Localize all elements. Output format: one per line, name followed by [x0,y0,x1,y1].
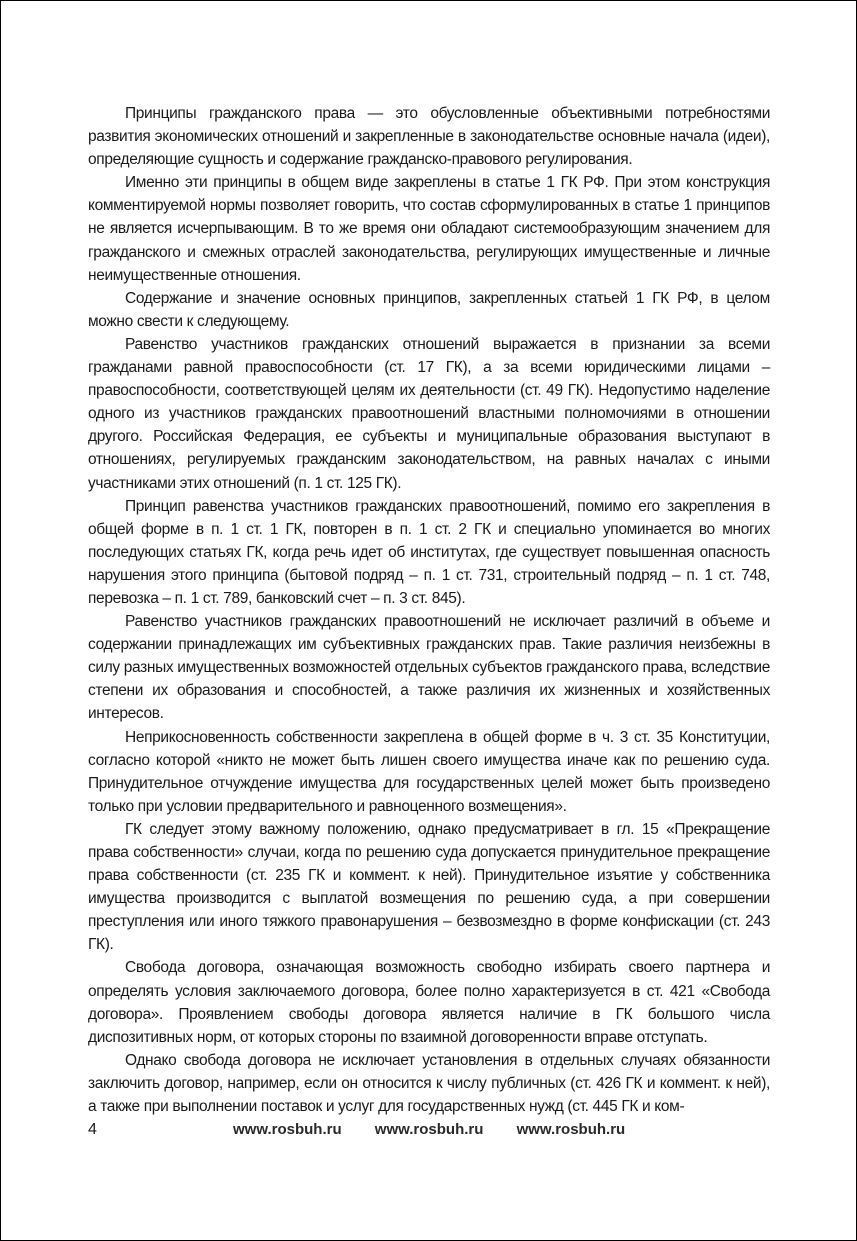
paragraph: Свобода договора, означающая возможность свободно избирать своего партнера и определять условия заключаемого договора, более полно характеризуется в ст. 421 «Свобода договора». Проявлением свободы договора является наличие в ГК большого числа диспозитивных норм, от которых стороны по взаимной договоренности вправе отступать. [88,959,770,1046]
body-text [88,102,770,1118]
paragraph: Принцип равенства участников гражданских правоотношений, помимо его закрепления в общей форме в п. 1 ст. 1 ГК, повторен в п. 1 ст. 2 ГК и специально упоминается во многих последующих статьях ГК, когда речь идет об институтах, где существует повышенная опасность нарушения этого принципа (бытовой подряд – п. 1 ст. 731, строительный подряд – п. 1 ст. 748, перевозка – п. 1 ст. 789, банковский счет – п. 3 ст. 845). [88,497,770,607]
website-link[interactable]: www.rosbuh.ru [233,1121,342,1138]
website-link[interactable]: www.rosbuh.ru [516,1121,626,1138]
footer-links [233,1121,654,1138]
paragraph: Содержание и значение основных принципов, закрепленных статьей 1 ГК РФ, в целом можно свести к следующему. [88,289,770,330]
paragraph: ГК следует этому важному положению, однако предусматривает в гл. 15 «Прекращение права собственности» случаи, когда по решению суда допускается принудительное прекращение права собственности (ст. 235 ГК и коммент. к ней). Принудительное изъятие у собственника имущества производится с выплатой возмещения по решению суда, а при совершении преступления или иного тяжкого правонарушения – безвозмездно в форме конфискации (ст. 243 ГК). [88,820,770,954]
paragraph: Равенство участников гражданских правоотношений не исключает различий в объеме и содержании принадлежащих им субъективных гражданских прав. Такие различия неизбежны в силу разных имущественных возможностей отдельных субъектов гражданского права, вследствие степени их образования и способностей, а также различия их жизненных и хозяйственных интересов. [88,613,770,723]
paragraph: Принципы гражданского права — это обусловленные объективными потребностями развития экономических отношений и закрепленные в законодательстве основные начала (идеи), определяющие сущность и содержание гражданско-правового регулирования. [88,105,770,169]
paragraph: Неприкосновенность собственности закреплена в общей форме в ч. 3 ст. 35 Конституции, согласно которой «никто не может быть лишен своего имущества иначе как по решению суда. Принудительное отчуждение имущества для государственных целей может быть произведено только при условии предварительного и равноценного возмещения». [88,728,770,815]
paragraph: Однако свобода договора не исключает установления в отдельных случаях обязанности заключить договор, например, если он относится к числу публичных (ст. 426 ГК и коммент. к ней), а также при выполнении поставок и услуг для государственных нужд (ст. 445 ГК и ком- [88,1051,770,1116]
paragraph: Равенство участников гражданских отношений выражается в признании за всеми гражданами равной правоспособности (ст. 17 ГК), а за всеми юридическими лицами – правоспособности, соответствующей целям их деятельности (ст. 49 ГК). Недопустимо наделение одного из участников гражданских правоотношений властными полномочиями в отношении другого. Российская Федерация, ее субъекты и муниципальные образования выступают в отношениях, регулируемых гражданским законодательством, на равных началах с иными участниками этих отношений (п. 1 ст. 125 ГК). [88,335,770,492]
website-link[interactable]: www.rosbuh.ru [374,1121,484,1138]
page-number: 4 [88,1121,97,1138]
paragraph: Именно эти принципы в общем виде закреплены в статье 1 ГК РФ. При этом конструкция комментируемой нормы позволяет говорить, что состав сформулированных в статье 1 принципов не является исчерпывающим. В то же время они обладают системообразующим значением для гражданского и смежных отраслей законодательства, регулирующих имущественные и личные неимущественные отношения. [88,174,770,284]
page-footer [88,1121,770,1145]
